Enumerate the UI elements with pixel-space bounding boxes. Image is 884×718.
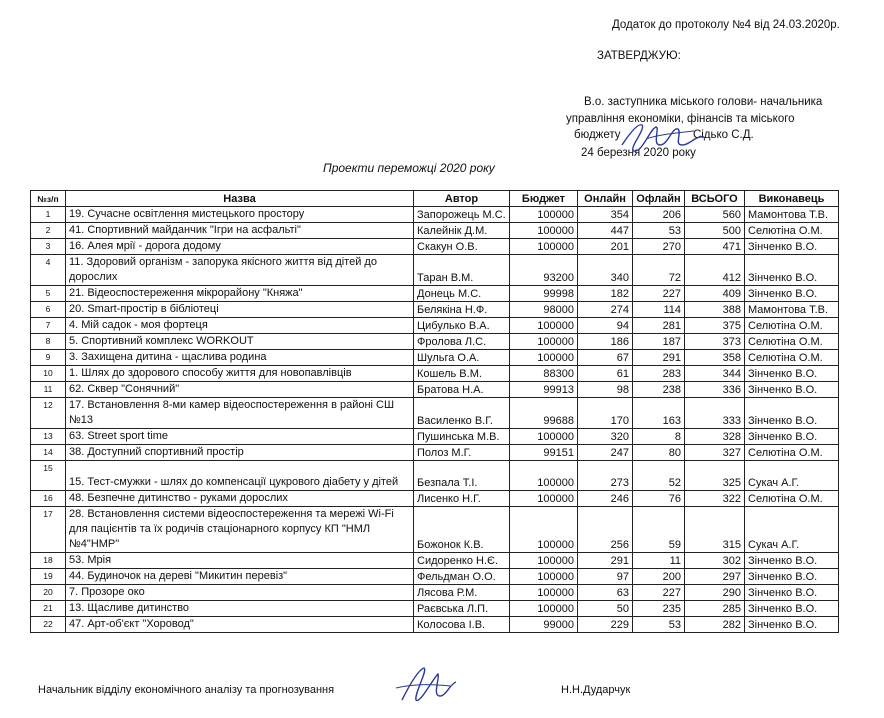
project-author: Белякіна Н.Ф. [414, 302, 510, 318]
project-name [66, 382, 414, 398]
total-votes: 285 [685, 601, 745, 617]
table-header-row [31, 191, 839, 207]
project-executor: Зінченко В.О. [745, 239, 839, 255]
online-votes: 246 [578, 491, 633, 507]
table-row [31, 601, 839, 617]
project-budget: 100000 [510, 461, 578, 491]
project-name [66, 461, 414, 491]
project-name [66, 350, 414, 366]
project-name-text: 28. Встановлення системи відеоспостереження та мережі Wi-Fi для пацієнтів та їх родичів стаціонарного корпусу КП "НМЛ №4"НМР" [69, 508, 394, 550]
project-author: Донець М.С. [414, 286, 510, 302]
project-executor: Сукач А.Г. [745, 461, 839, 491]
col-header-budget: Бюджет [510, 191, 578, 207]
project-name [66, 239, 414, 255]
project-executor: Зінченко В.О. [745, 255, 839, 286]
online-votes: 201 [578, 239, 633, 255]
document-title: Проекти переможці 2020 року [323, 161, 495, 175]
offline-votes: 270 [633, 239, 685, 255]
project-budget: 99000 [510, 617, 578, 633]
offline-votes: 227 [633, 286, 685, 302]
table-row [31, 569, 839, 585]
offline-votes: 59 [633, 507, 685, 553]
project-name [66, 366, 414, 382]
project-budget: 99913 [510, 382, 578, 398]
project-author: Лисенко Н.Г. [414, 491, 510, 507]
table-row [31, 286, 839, 302]
project-name-text: 62. Сквер "Сонячний" [69, 383, 180, 395]
project-executor: Зінченко В.О. [745, 366, 839, 382]
project-name [66, 334, 414, 350]
total-votes: 409 [685, 286, 745, 302]
projects-table [30, 190, 839, 633]
row-number: 2 [31, 223, 66, 239]
project-name [66, 429, 414, 445]
table-row [31, 302, 839, 318]
table-row [31, 445, 839, 461]
table-row [31, 585, 839, 601]
row-number: 22 [31, 617, 66, 633]
table-row [31, 617, 839, 633]
project-executor: Мамонтова Т.В. [745, 302, 839, 318]
offline-votes: 227 [633, 585, 685, 601]
project-name [66, 569, 414, 585]
project-name-text: 44. Будиночок на дереві "Микитин перевіз" [69, 570, 288, 582]
offline-votes: 281 [633, 318, 685, 334]
project-name [66, 207, 414, 223]
project-executor: Зінченко В.О. [745, 553, 839, 569]
offline-votes: 187 [633, 334, 685, 350]
online-votes: 67 [578, 350, 633, 366]
project-author: Божонок К.В. [414, 507, 510, 553]
online-votes: 50 [578, 601, 633, 617]
project-budget: 93200 [510, 255, 578, 286]
project-author: Василенко В.Г. [414, 398, 510, 429]
project-name-text: 11. Здоровий організм - запорука якісного життя від дітей до дорослих [69, 256, 377, 283]
offline-votes: 291 [633, 350, 685, 366]
project-name [66, 318, 414, 334]
online-votes: 94 [578, 318, 633, 334]
online-votes: 98 [578, 382, 633, 398]
online-votes: 320 [578, 429, 633, 445]
addendum-note: Додаток до протоколу №4 від 24.03.2020р. [612, 19, 840, 31]
online-votes: 354 [578, 207, 633, 223]
approval-stamp: ЗАТВЕРДЖУЮ: [597, 50, 681, 62]
row-number: 3 [31, 239, 66, 255]
project-budget: 100000 [510, 507, 578, 553]
table-row [31, 255, 839, 286]
online-votes: 63 [578, 585, 633, 601]
online-votes: 229 [578, 617, 633, 633]
project-executor: Зінченко В.О. [745, 585, 839, 601]
project-executor: Селютіна О.М. [745, 318, 839, 334]
row-number: 10 [31, 366, 66, 382]
project-name-text: 41. Спортивний майданчик "Ігри на асфальті" [69, 224, 301, 236]
project-name [66, 302, 414, 318]
project-name-text: 48. Безпечне дитинство - руками дорослих [69, 492, 288, 504]
col-header-offline: Офлайн [633, 191, 685, 207]
online-votes: 274 [578, 302, 633, 318]
project-name-text: 19. Сучасне освітлення мистецького простору [69, 208, 305, 220]
online-votes: 291 [578, 553, 633, 569]
project-name [66, 491, 414, 507]
offline-votes: 80 [633, 445, 685, 461]
row-number: 4 [31, 255, 66, 286]
signatory-position-line2: управління економіки, фінансів та міського [566, 113, 795, 125]
total-votes: 322 [685, 491, 745, 507]
col-header-online: Онлайн [578, 191, 633, 207]
offline-votes: 52 [633, 461, 685, 491]
total-votes: 290 [685, 585, 745, 601]
project-executor: Мамонтова Т.В. [745, 207, 839, 223]
offline-votes: 206 [633, 207, 685, 223]
online-votes: 340 [578, 255, 633, 286]
project-author: Полоз М.Г. [414, 445, 510, 461]
table-row [31, 507, 839, 553]
row-number: 12 [31, 398, 66, 429]
project-budget: 100000 [510, 491, 578, 507]
project-budget: 99688 [510, 398, 578, 429]
project-executor: Селютіна О.М. [745, 445, 839, 461]
total-votes: 500 [685, 223, 745, 239]
total-votes: 282 [685, 617, 745, 633]
table-row [31, 207, 839, 223]
project-author: Лясова Р.М. [414, 585, 510, 601]
table-row [31, 223, 839, 239]
project-executor: Зінченко В.О. [745, 569, 839, 585]
row-number: 1 [31, 207, 66, 223]
footer-signature-icon [392, 664, 462, 706]
offline-votes: 53 [633, 617, 685, 633]
position-line3-text: бюджету [574, 129, 621, 141]
project-name [66, 255, 414, 286]
row-number: 11 [31, 382, 66, 398]
project-budget: 100000 [510, 318, 578, 334]
row-number: 13 [31, 429, 66, 445]
offline-votes: 72 [633, 255, 685, 286]
total-votes: 315 [685, 507, 745, 553]
project-name [66, 553, 414, 569]
approval-signature-icon [616, 115, 708, 159]
total-votes: 375 [685, 318, 745, 334]
project-budget: 100000 [510, 553, 578, 569]
project-name-text: 21. Відеоспостереження мікрорайону "Княжа" [69, 287, 303, 299]
project-name-text: 47. Арт-об'єкт "Хоровод" [69, 618, 194, 630]
project-name [66, 445, 414, 461]
project-name-text: 16. Алея мрії - дорога додому [69, 240, 221, 252]
total-votes: 333 [685, 398, 745, 429]
project-name [66, 286, 414, 302]
total-votes: 302 [685, 553, 745, 569]
project-author: Кошель В.М. [414, 366, 510, 382]
row-number: 18 [31, 553, 66, 569]
row-number: 5 [31, 286, 66, 302]
project-executor: Зінченко В.О. [745, 429, 839, 445]
footer-signatory-name: Н.Н.Дударчук [561, 684, 631, 696]
online-votes: 182 [578, 286, 633, 302]
col-header-name: Назва [66, 191, 414, 207]
project-name-text: 63. Street sport time [69, 430, 169, 442]
project-name [66, 223, 414, 239]
total-votes: 328 [685, 429, 745, 445]
table-row [31, 491, 839, 507]
table-row [31, 366, 839, 382]
table-row [31, 350, 839, 366]
project-budget: 99151 [510, 445, 578, 461]
project-name-text: 15. Тест-смужки - шлях до компенсації цукрового діабету у дітей [69, 476, 399, 488]
table-row [31, 461, 839, 491]
project-executor: Зінченко В.О. [745, 398, 839, 429]
table-row [31, 398, 839, 429]
total-votes: 388 [685, 302, 745, 318]
project-author: Таран В.М. [414, 255, 510, 286]
online-votes: 447 [578, 223, 633, 239]
total-votes: 471 [685, 239, 745, 255]
total-votes: 373 [685, 334, 745, 350]
project-author: Цибулько В.А. [414, 318, 510, 334]
table-row [31, 553, 839, 569]
project-name-text: 1. Шлях до здорового способу життя для новопавлівців [69, 367, 352, 379]
offline-votes: 53 [633, 223, 685, 239]
project-author: Запорожець М.С. [414, 207, 510, 223]
row-number: 16 [31, 491, 66, 507]
project-executor: Селютіна О.М. [745, 350, 839, 366]
offline-votes: 283 [633, 366, 685, 382]
table-row [31, 318, 839, 334]
row-number: 17 [31, 507, 66, 553]
project-author: Фролова Л.С. [414, 334, 510, 350]
project-budget: 100000 [510, 429, 578, 445]
project-executor: Сукач А.Г. [745, 507, 839, 553]
table-row [31, 334, 839, 350]
online-votes: 256 [578, 507, 633, 553]
table-body [31, 207, 839, 633]
project-name-text: 5. Спортивний комплекс WORKOUT [69, 335, 254, 347]
offline-votes: 114 [633, 302, 685, 318]
project-executor: Селютіна О.М. [745, 334, 839, 350]
project-budget: 100000 [510, 223, 578, 239]
project-name-text: 13. Щасливе дитинство [69, 602, 190, 614]
offline-votes: 238 [633, 382, 685, 398]
project-author: Колосова І.В. [414, 617, 510, 633]
project-name-text: 7. Прозоре око [69, 586, 145, 598]
project-executor: Селютіна О.М. [745, 223, 839, 239]
project-name-text: 4. Мій садок - моя фортеця [69, 319, 208, 331]
total-votes: 358 [685, 350, 745, 366]
project-name-text: 17. Встановлення 8-ми камер відеоспостереження в районі СШ №13 [69, 399, 395, 426]
total-votes: 336 [685, 382, 745, 398]
project-name [66, 585, 414, 601]
total-votes: 560 [685, 207, 745, 223]
col-header-author: Автор [414, 191, 510, 207]
project-author: Фельдман О.О. [414, 569, 510, 585]
project-author: Пушинська М.В. [414, 429, 510, 445]
project-name-text: 20. Smart-простір в бібліотеці [69, 303, 219, 315]
project-author: Раєвська Л.П. [414, 601, 510, 617]
online-votes: 186 [578, 334, 633, 350]
total-votes: 327 [685, 445, 745, 461]
project-name [66, 601, 414, 617]
project-name [66, 398, 414, 429]
project-author: Калейнік Д.М. [414, 223, 510, 239]
offline-votes: 235 [633, 601, 685, 617]
total-votes: 325 [685, 461, 745, 491]
project-executor: Зінченко В.О. [745, 617, 839, 633]
offline-votes: 11 [633, 553, 685, 569]
total-votes: 297 [685, 569, 745, 585]
project-budget: 100000 [510, 585, 578, 601]
offline-votes: 163 [633, 398, 685, 429]
table-row [31, 429, 839, 445]
project-budget: 100000 [510, 207, 578, 223]
project-budget: 99998 [510, 286, 578, 302]
project-author: Безпала Т.І. [414, 461, 510, 491]
total-votes: 412 [685, 255, 745, 286]
offline-votes: 200 [633, 569, 685, 585]
col-header-executor: Виконавець [745, 191, 839, 207]
offline-votes: 8 [633, 429, 685, 445]
online-votes: 273 [578, 461, 633, 491]
online-votes: 247 [578, 445, 633, 461]
row-number: 6 [31, 302, 66, 318]
project-author: Шульга О.А. [414, 350, 510, 366]
project-author: Братова Н.А. [414, 382, 510, 398]
project-budget: 100000 [510, 239, 578, 255]
total-votes: 344 [685, 366, 745, 382]
project-author: Сидоренко Н.Є. [414, 553, 510, 569]
footer-position: Начальник відділу економічного аналізу та прогнозування [38, 684, 335, 696]
project-name-text: 38. Доступний спортивний простір [69, 446, 244, 458]
project-budget: 100000 [510, 601, 578, 617]
row-number: 15 [31, 461, 66, 491]
row-number: 7 [31, 318, 66, 334]
project-executor: Селютіна О.М. [745, 491, 839, 507]
project-budget: 100000 [510, 350, 578, 366]
project-name [66, 617, 414, 633]
col-header-number: №з/п [31, 191, 66, 207]
signatory-name: Сідько С.Д. [692, 129, 754, 141]
project-executor: Зінченко В.О. [745, 601, 839, 617]
row-number: 21 [31, 601, 66, 617]
row-number: 14 [31, 445, 66, 461]
project-budget: 88300 [510, 366, 578, 382]
row-number: 19 [31, 569, 66, 585]
project-name-text: 3. Захищена дитина - щаслива родина [69, 351, 267, 363]
project-budget: 100000 [510, 569, 578, 585]
offline-votes: 76 [633, 491, 685, 507]
project-budget: 98000 [510, 302, 578, 318]
row-number: 8 [31, 334, 66, 350]
online-votes: 97 [578, 569, 633, 585]
online-votes: 170 [578, 398, 633, 429]
online-votes: 61 [578, 366, 633, 382]
col-header-total: ВСЬОГО [685, 191, 745, 207]
row-number: 9 [31, 350, 66, 366]
project-author: Скакун О.В. [414, 239, 510, 255]
table-row [31, 382, 839, 398]
project-executor: Зінченко В.О. [745, 382, 839, 398]
project-name-text: 53. Мрія [69, 554, 112, 566]
project-executor: Зінченко В.О. [745, 286, 839, 302]
approval-date: 24 березня 2020 року [581, 147, 696, 159]
signatory-position-line1: В.о. заступника міського голови- начальника [584, 96, 823, 108]
row-number: 20 [31, 585, 66, 601]
table-row [31, 239, 839, 255]
project-budget: 100000 [510, 334, 578, 350]
project-name [66, 507, 414, 553]
